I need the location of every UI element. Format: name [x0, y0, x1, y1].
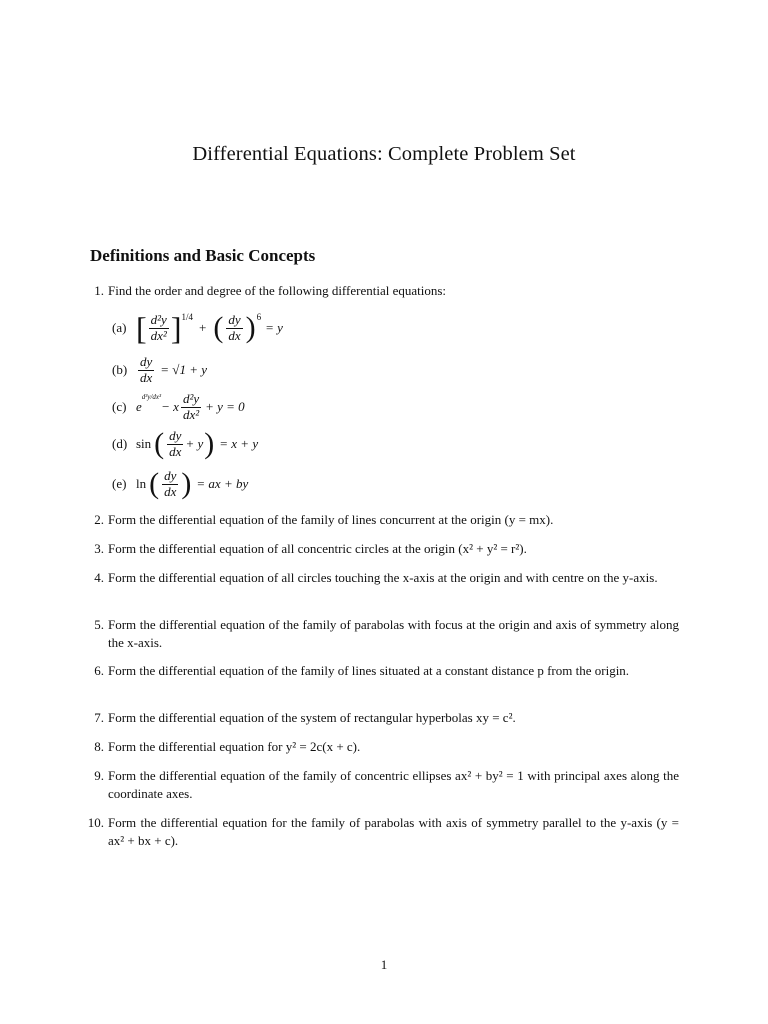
question-1	[82, 282, 679, 300]
bracket-close: ]	[170, 310, 182, 346]
equation-rhs: = √1 + y	[160, 362, 207, 377]
numerator: d²y	[150, 312, 167, 328]
exponential-base: e	[136, 399, 142, 414]
fraction-dy-dx	[167, 429, 183, 459]
page-title: Differential Equations: Complete Problem Set	[192, 143, 576, 165]
exponential-power: d³y/dx³	[141, 393, 162, 401]
numerator: dy	[228, 312, 241, 328]
question-number: 7.	[94, 710, 104, 725]
question-3	[82, 540, 679, 558]
equation-rhs: = ax + by	[196, 476, 249, 491]
question-text: Form the differential equation for y² = 2c(x + c).	[108, 739, 361, 754]
numerator: dy	[140, 354, 153, 370]
question-text: Form the differential equation of all circles touching the x-axis at the origin and with centre on the y-axis.	[108, 570, 658, 585]
subpart-c	[112, 391, 245, 422]
subpart-label: (d)	[112, 436, 128, 451]
page-number: 1	[380, 957, 388, 972]
paren-open: (	[154, 427, 165, 460]
function-name: ln	[136, 476, 147, 491]
fraction-dy-dx	[138, 355, 154, 385]
bracket-open: [	[136, 310, 147, 346]
denominator: dx	[164, 483, 177, 499]
denominator: dx²	[182, 406, 200, 422]
fraction-dy-dx	[162, 469, 178, 499]
denominator: dx	[228, 327, 241, 343]
plus-sign: +	[199, 320, 207, 335]
question-number: 3.	[94, 541, 104, 556]
denominator: dx²	[150, 327, 167, 343]
exponent: 6	[256, 312, 262, 322]
subpart-label: (c)	[112, 399, 127, 414]
section-heading: Definitions and Basic Concepts	[90, 246, 316, 265]
subpart-label: (b)	[112, 362, 128, 377]
question-8	[82, 738, 679, 756]
minus-x: − x	[161, 399, 179, 414]
question-number: 4.	[94, 570, 104, 585]
numerator: d²y	[182, 391, 200, 407]
subpart-e	[112, 467, 249, 500]
equation-rhs: + y = 0	[205, 399, 245, 414]
paren-close: )	[245, 311, 256, 344]
question-number: 9.	[94, 768, 104, 783]
function-name: sin	[136, 436, 152, 451]
question-text: Form the differential equation of the family of concentric ellipses ax² + by² = 1 with principal axes along the coordinate axes.	[108, 768, 679, 801]
question-text: Form the differential equation of all concentric circles at the origin (x² + y² = r²).	[108, 541, 527, 556]
question-5	[82, 616, 679, 652]
subpart-d	[112, 427, 259, 460]
fraction-dy-dx	[226, 313, 242, 343]
paren-open: (	[213, 311, 224, 344]
question-text: Form the differential equation of the family of lines situated at a constant distance p from the origin.	[108, 663, 630, 678]
inner-term: + y	[185, 436, 204, 451]
question-10	[82, 814, 679, 850]
denominator: dx	[169, 443, 182, 459]
exponent: 1/4	[181, 312, 193, 322]
question-9	[82, 767, 679, 803]
subpart-b	[112, 354, 207, 385]
question-text: Form the differential equation of the system of rectangular hyperbolas xy = c².	[108, 710, 516, 725]
paren-close: )	[204, 427, 215, 460]
question-text: Form the differential equation of the family of lines concurrent at the origin (y = mx).	[108, 512, 554, 527]
question-text: Find the order and degree of the following differential equations:	[108, 283, 447, 298]
question-2	[82, 511, 679, 529]
paren-close: )	[181, 467, 192, 500]
equation-rhs: = x + y	[219, 436, 259, 451]
equation-rhs: = y	[265, 320, 283, 335]
question-6	[82, 662, 679, 680]
question-number: 6.	[94, 663, 104, 678]
fraction-d2y-dx2	[181, 392, 201, 422]
subpart-a	[112, 310, 283, 346]
question-7	[82, 709, 679, 727]
fraction-d2y-dx2	[149, 313, 169, 343]
question-number: 8.	[94, 739, 104, 754]
question-number: 1.	[94, 283, 104, 298]
denominator: dx	[140, 369, 153, 385]
question-text: Form the differential equation of the family of parabolas with focus at the origin and axis of symmetry along the x-axis.	[108, 617, 679, 650]
subpart-label: (e)	[112, 476, 127, 491]
question-number: 5.	[94, 617, 104, 632]
paren-open: (	[149, 467, 160, 500]
question-number: 2.	[94, 512, 104, 527]
question-4	[82, 569, 679, 587]
question-number: 10.	[87, 815, 104, 830]
question-text: Form the differential equation for the family of parabolas with axis of symmetry parallel to the y-axis (y = ax² + bx + c).	[108, 815, 679, 848]
numerator: dy	[164, 468, 177, 484]
numerator: dy	[169, 428, 182, 444]
subpart-label: (a)	[112, 320, 127, 335]
